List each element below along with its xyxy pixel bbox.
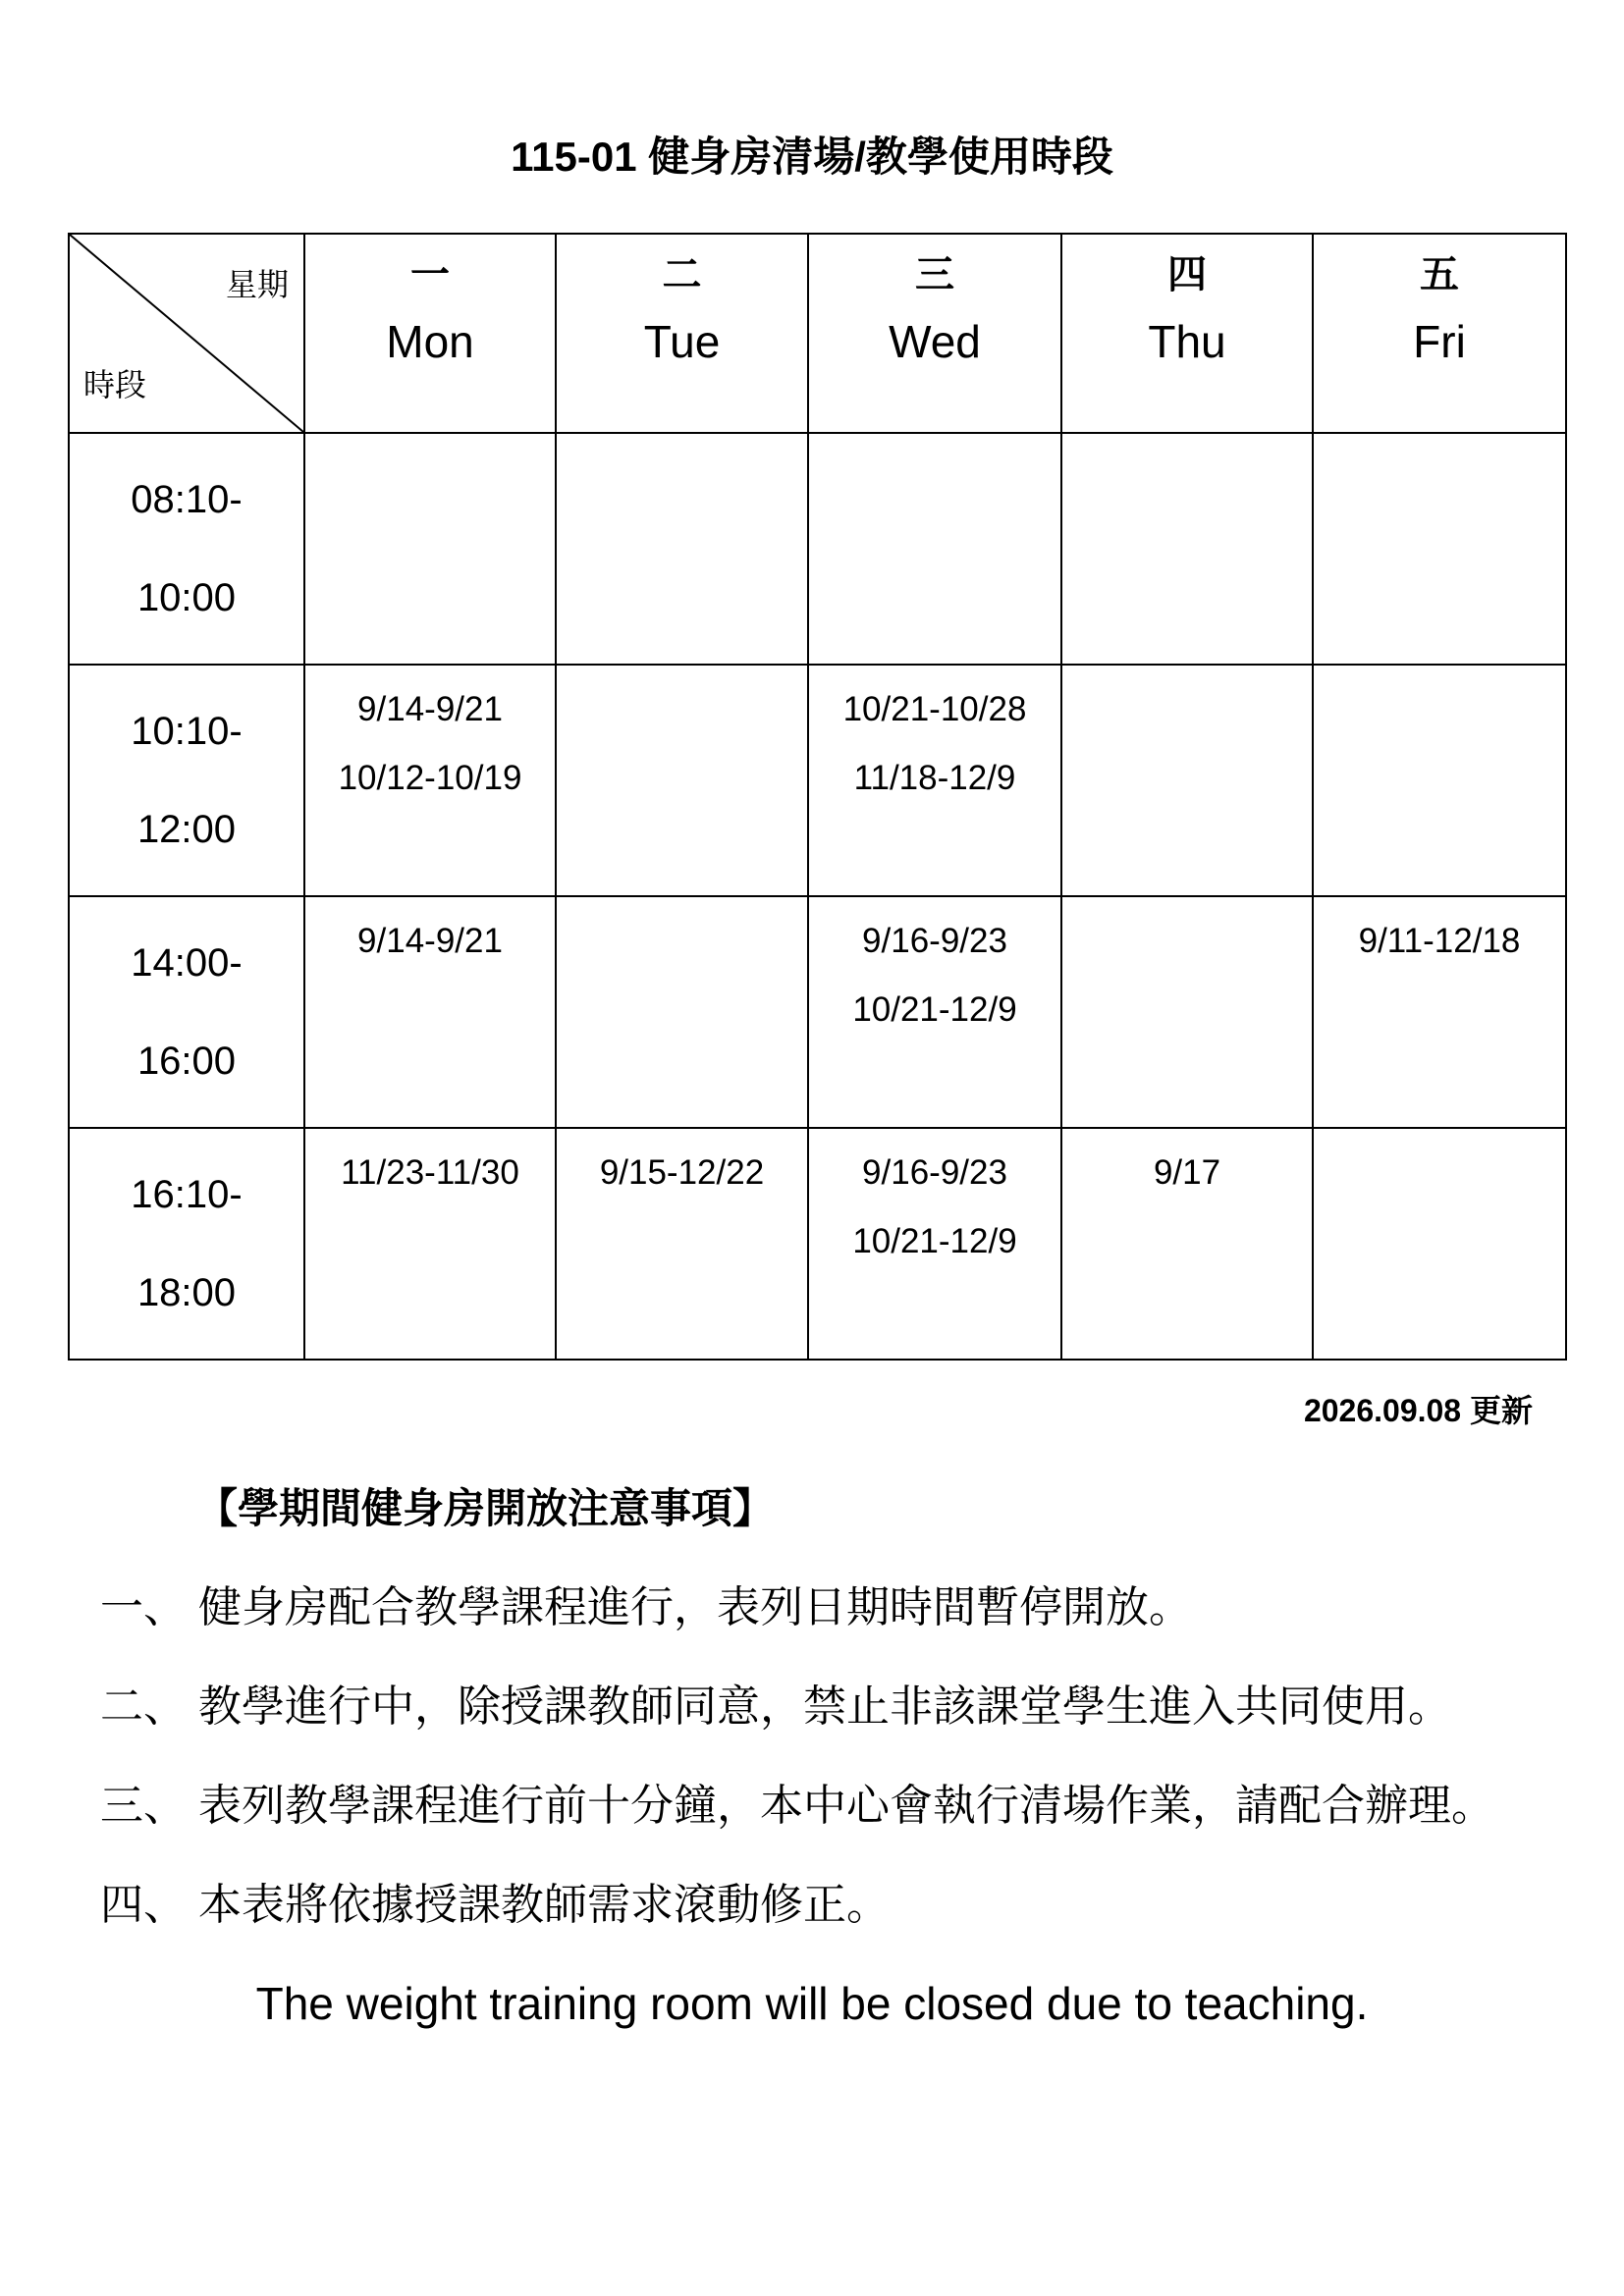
notice-item [100, 1878, 1573, 1977]
notice-item [100, 1680, 1573, 1779]
date-range: 10/21-12/9 [852, 990, 1017, 1029]
notice-item-number: 四、 [100, 1881, 187, 1929]
notice-item-text: 表列教學課程進行前十分鐘，本中心會執行清場作業，請配合辦理。 [198, 1782, 1494, 1830]
last-updated-date: 2026.09.08 更新 [1303, 1393, 1533, 1428]
day-label-zh: 三 [915, 253, 954, 296]
day-label-en: Wed [889, 316, 981, 367]
date-range: 11/18-12/9 [853, 759, 1016, 797]
timeslot-row [69, 896, 1566, 1128]
schedule-cell-tue [556, 896, 808, 1128]
schedule-cell-mon [304, 896, 556, 1128]
schedule-cell-wed [808, 1128, 1061, 1360]
header-row [69, 234, 1566, 433]
day-header-wed [808, 234, 1061, 433]
schedule-cell-fri [1313, 665, 1566, 896]
schedule-cell-mon [304, 433, 556, 665]
schedule-cell-mon [304, 1128, 556, 1360]
notice-list [100, 1580, 1573, 1977]
day-header-mon [304, 234, 556, 433]
timeslot-cell [69, 1128, 304, 1360]
timeslot-start: 10:10- [131, 710, 243, 753]
schedule-cell-mon [304, 665, 556, 896]
schedule-body [69, 433, 1566, 1360]
timeslot-end: 16:00 [136, 1040, 237, 1083]
schedule-header [69, 234, 1566, 433]
schedule-cell-wed [808, 433, 1061, 665]
notice-item-text: 健身房配合教學課程進行，表列日期時間暫停開放。 [198, 1583, 1192, 1631]
notice-item [100, 1580, 1573, 1680]
timeslot-start: 16:10- [131, 1173, 243, 1216]
timeslot-cell [69, 665, 304, 896]
timeslot-axis-label: 時段 [83, 367, 147, 402]
timeslot-start: 14:00- [131, 941, 243, 985]
day-header-tue [556, 234, 808, 433]
schedule-cell-thu [1061, 433, 1313, 665]
date-range: 11/23-11/30 [341, 1153, 519, 1192]
date-range: 9/11-12/18 [1358, 922, 1521, 960]
schedule-table [68, 233, 1567, 1361]
day-header-thu [1061, 234, 1313, 433]
date-range: 10/12-10/19 [338, 759, 522, 797]
day-label-en: Mon [386, 316, 474, 367]
document-title: 115-01 健身房清場/教學使用時段 [511, 133, 1113, 180]
timeslot-end: 18:00 [136, 1271, 237, 1314]
timeslot-row [69, 1128, 1566, 1360]
schedule-cell-tue [556, 665, 808, 896]
corner-header-content [70, 235, 303, 432]
notice-item-text: 本表將依據授課教師需求滾動修正。 [198, 1881, 890, 1929]
schedule-cell-thu [1061, 665, 1313, 896]
day-header-fri [1313, 234, 1566, 433]
date-range: 9/16-9/23 [862, 922, 1007, 960]
notice-heading: 【學期間健身房開放注意事項】 [196, 1485, 775, 1531]
date-range: 9/15-12/22 [599, 1153, 765, 1192]
date-range: 9/14-9/21 [357, 690, 503, 728]
day-label-en: Tue [643, 316, 721, 367]
day-label-en: Thu [1148, 316, 1226, 367]
timeslot-cell [69, 433, 304, 665]
timeslot-row [69, 665, 1566, 896]
day-label-zh: 二 [662, 253, 702, 296]
schedule-cell-fri [1313, 433, 1566, 665]
schedule-cell-fri [1313, 1128, 1566, 1360]
schedule-cell-wed [808, 665, 1061, 896]
day-label-zh: 四 [1167, 253, 1207, 296]
date-range: 9/14-9/21 [357, 922, 503, 960]
date-range: 9/16-9/23 [862, 1153, 1007, 1192]
schedule-cell-thu [1061, 1128, 1313, 1360]
notice-item-number: 三、 [100, 1782, 187, 1830]
schedule-cell-fri [1313, 896, 1566, 1128]
day-label-en: Fri [1413, 316, 1466, 367]
notice-item-number: 二、 [100, 1682, 187, 1731]
schedule-cell-wed [808, 896, 1061, 1128]
notice-item-text: 教學進行中，除授課教師同意，禁止非該課堂學生進入共同使用。 [198, 1682, 1451, 1731]
schedule-cell-thu [1061, 896, 1313, 1128]
timeslot-row [69, 433, 1566, 665]
timeslot-cell [69, 896, 304, 1128]
corner-header-cell [69, 234, 304, 433]
day-label-zh: 五 [1420, 253, 1459, 296]
english-closure-note: The weight training room will be closed due to teaching. [255, 1978, 1369, 2029]
notice-item-number: 一、 [100, 1583, 187, 1631]
timeslot-end: 12:00 [136, 808, 237, 851]
date-range: 10/21-10/28 [842, 690, 1027, 728]
timeslot-start: 08:10- [131, 478, 243, 521]
timeslot-end: 10:00 [136, 576, 237, 619]
notice-item [100, 1779, 1573, 1878]
date-range: 9/17 [1153, 1153, 1221, 1192]
day-label-zh: 一 [410, 253, 450, 296]
schedule-cell-tue [556, 1128, 808, 1360]
schedule-cell-tue [556, 433, 808, 665]
weekday-axis-label: 星期 [225, 267, 289, 302]
date-range: 10/21-12/9 [852, 1222, 1017, 1260]
